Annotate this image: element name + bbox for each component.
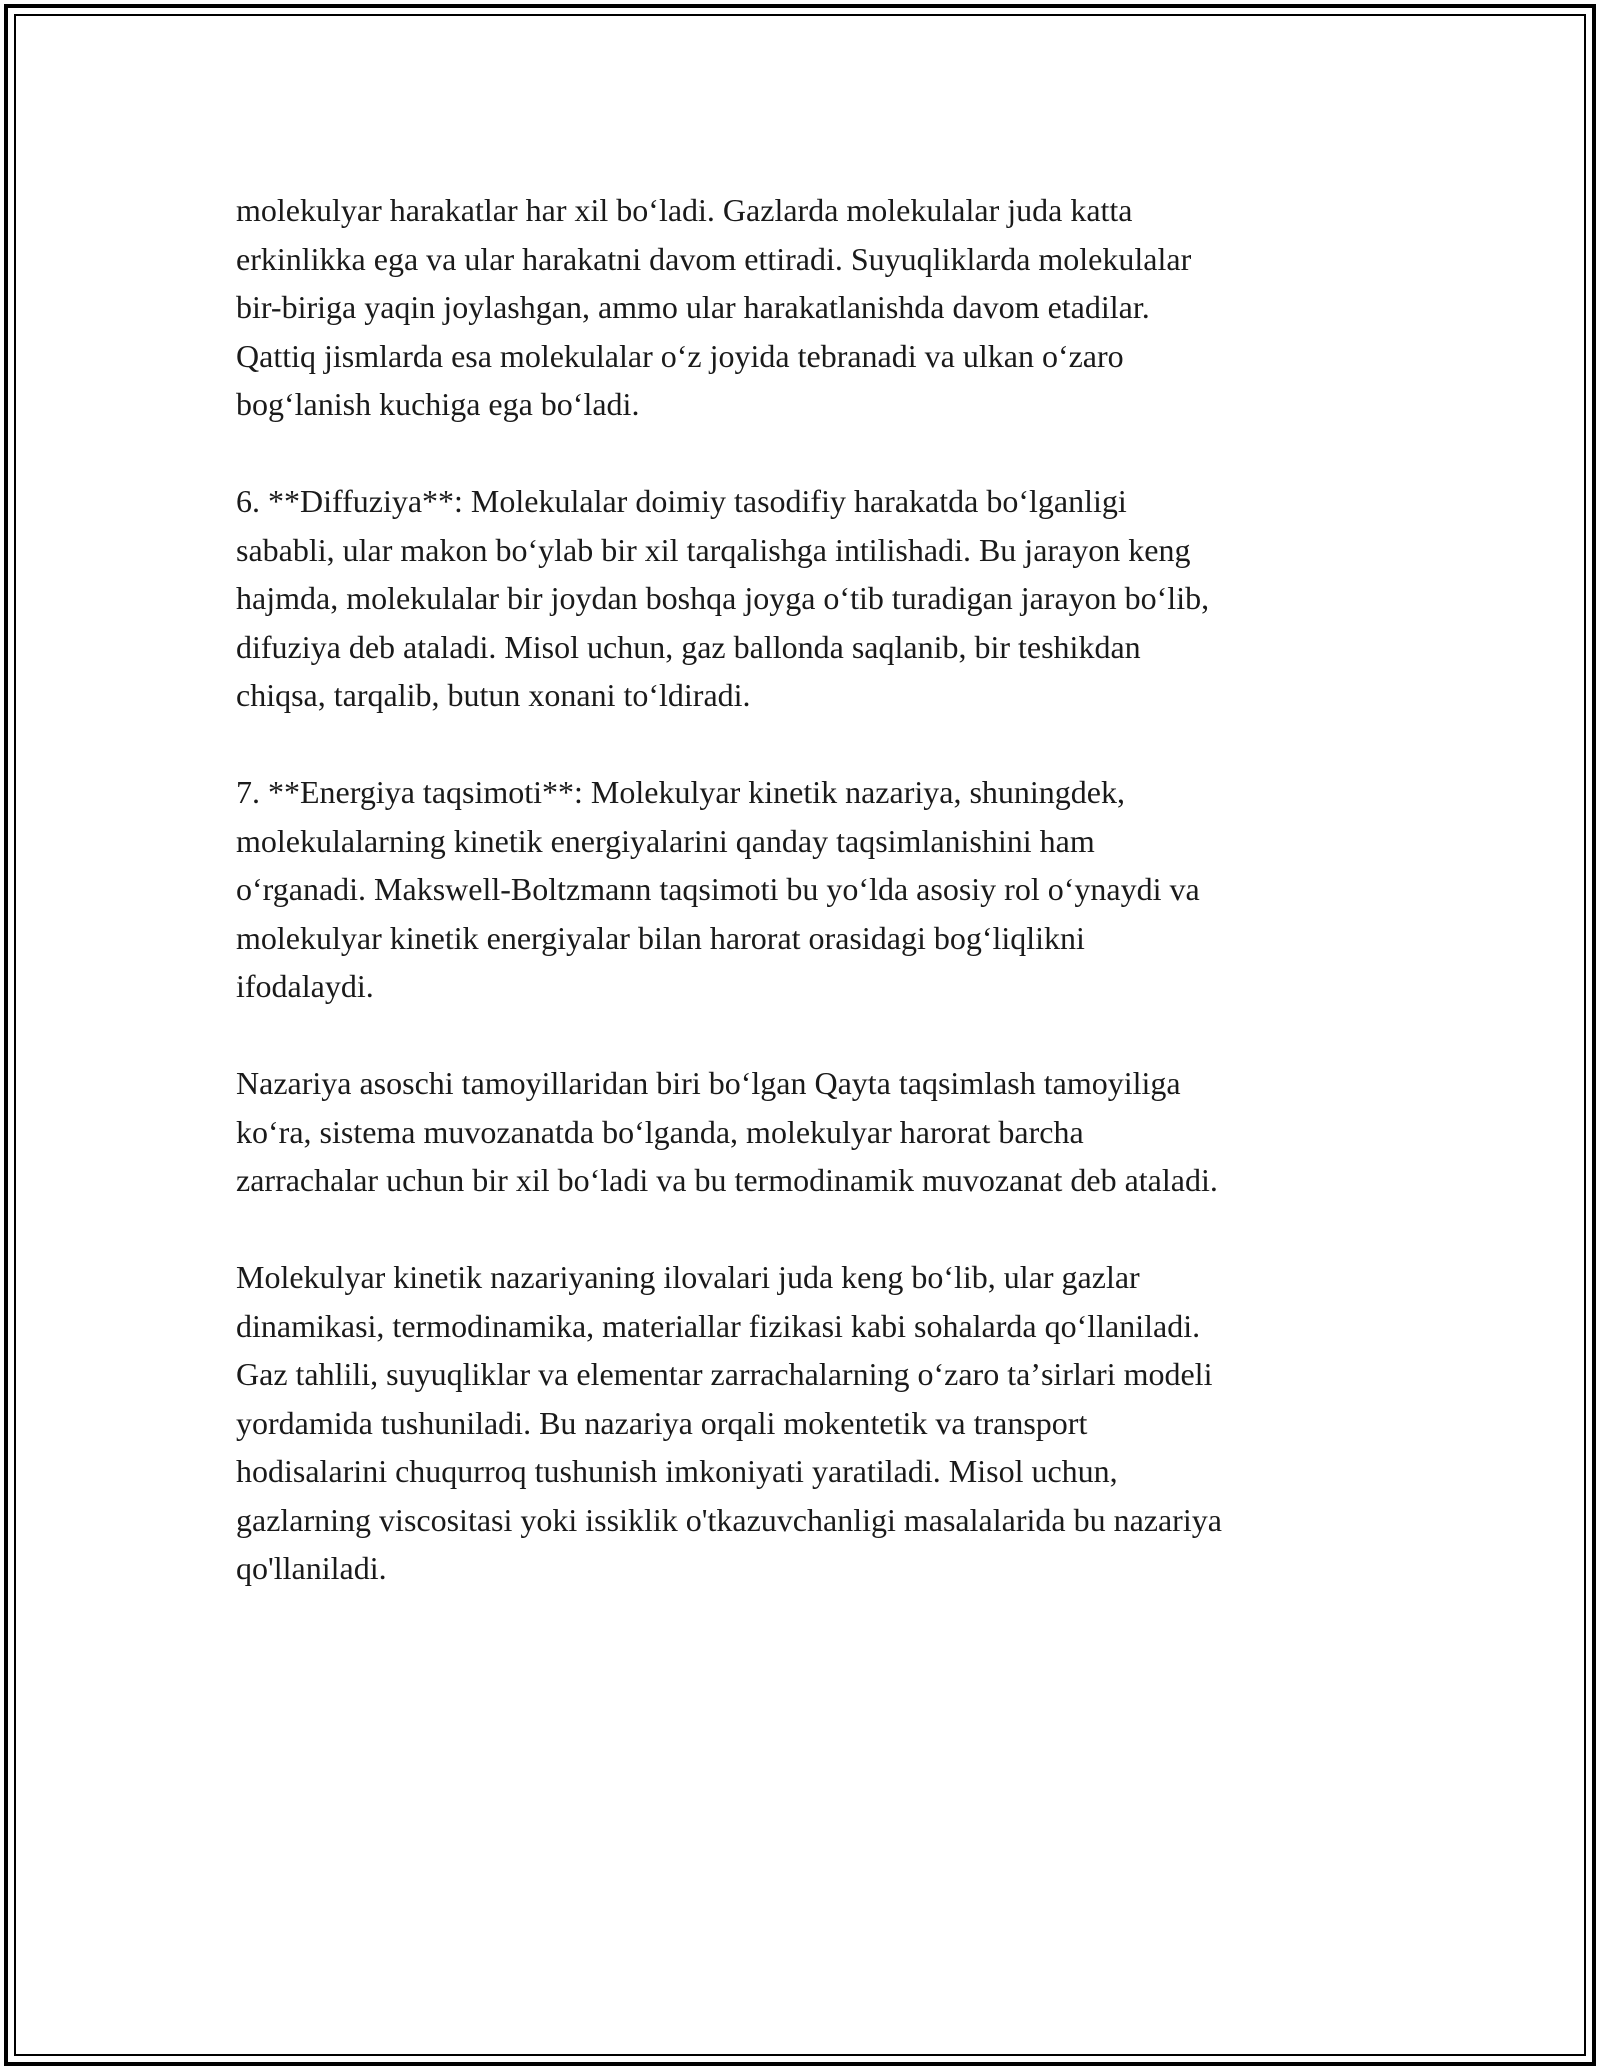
text-line: qo'llaniladi.: [236, 1550, 387, 1586]
text-line: molekulyar kinetik energiyalar bilan harorat orasidagi bogʻliqlikni: [236, 919, 1085, 956]
text-line: chiqsa, tarqalib, butun xonani toʻldiradi.: [236, 677, 751, 713]
text-line: bogʻlanish kuchiga ega boʻladi.: [236, 386, 640, 422]
text-line: hodisalarini chuqurroq tushunish imkoniyati yaratiladi. Misol uchun,: [236, 1453, 1118, 1489]
paragraph-equipartition: [236, 1059, 1406, 1205]
text-line: koʻra, sistema muvozanatda boʻlganda, molekulyar harorat barcha: [236, 1113, 1084, 1150]
text-line: dinamikasi, termodinamika, materiallar fizikasi kabi sohalarda qoʻllaniladi.: [236, 1307, 1201, 1344]
text-line: molekulyar harakatlar har xil boʻladi. Gazlarda molekulalar juda katta: [236, 192, 1133, 228]
paragraph-molecular-motion: [236, 186, 1406, 429]
text-line: oʻrganadi. Makswell-Boltzmann taqsimoti bu yoʻlda asosiy rol oʻynaydi va: [236, 871, 1200, 907]
text-line: 7. **Energiya taqsimoti**: Molekulyar kinetik nazariya, shuningdek,: [236, 774, 1125, 810]
text-line: hajmda, molekulalar bir joydan boshqa joyga oʻtib turadigan jarayon boʻlib,: [236, 580, 1210, 616]
text-line: difuziya deb ataladi. Misol uchun, gaz ballonda saqlanib, bir teshikdan: [236, 628, 1141, 665]
paragraph-applications: [236, 1253, 1406, 1593]
text-line: Nazariya asoschi tamoyillaridan biri boʻlgan Qayta taqsimlash tamoyiliga: [236, 1065, 1181, 1101]
paragraph-energy-distribution: [236, 768, 1406, 1011]
text-line: Molekulyar kinetik nazariyaning ilovalari juda keng boʻlib, ular gazlar: [236, 1259, 1140, 1295]
text-line: zarrachalar uchun bir xil boʻladi va bu termodinamik muvozanat deb ataladi.: [236, 1162, 1218, 1198]
text-line: erkinlikka ega va ular harakatni davom ettiradi. Suyuqliklarda molekulalar: [236, 240, 1192, 277]
text-line: gazlarning viscositasi yoki issiklik o'tkazuvchanligi masalalarida bu nazariya: [236, 1501, 1222, 1538]
text-line: 6. **Diffuziya**: Molekulalar doimiy tasodifiy harakatda boʻlganligi: [236, 483, 1127, 519]
text-line: ifodalaydi.: [236, 968, 374, 1004]
text-line: Qattiq jismlarda esa molekulalar oʻz joyida tebranadi va ulkan oʻzaro: [236, 337, 1124, 374]
text-line: Gaz tahlili, suyuqliklar va elementar zarrachalarning oʻzaro taʼsirlari modeli: [236, 1356, 1213, 1392]
text-line: yordamida tushuniladi. Bu nazariya orqali mokentetik va transport: [236, 1404, 1088, 1441]
text-line: sababli, ular makon boʻylab bir xil tarqalishga intilishadi. Bu jarayon keng: [236, 531, 1191, 568]
text-line: molekulalarning kinetik energiyalarini qanday taqsimlanishini ham: [236, 822, 1095, 859]
document-body: [236, 186, 1406, 1641]
paragraph-diffusion: [236, 477, 1406, 720]
text-line: bir-biriga yaqin joylashgan, ammo ular harakatlanishda davom etadilar.: [236, 289, 1150, 325]
